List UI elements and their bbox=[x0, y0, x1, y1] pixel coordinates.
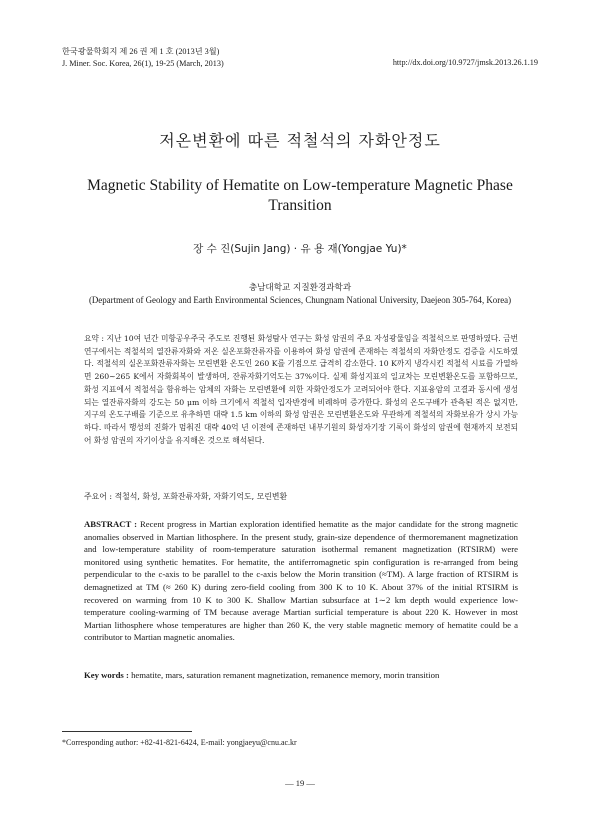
abstract-english-label: ABSTRACT : bbox=[84, 519, 138, 529]
doi-link[interactable]: http://dx.doi.org/10.9727/jmsk.2013.26.1.19 bbox=[392, 58, 538, 67]
abstract-korean bbox=[84, 333, 518, 447]
affiliation-korean: 충남대학교 지질환경과학과 bbox=[248, 283, 352, 293]
keywords-english-text: hematite, mars, saturation remanent magnetization, remanence memory, morin transition bbox=[131, 670, 440, 680]
author-list: 장 수 진(Sujin Jang) · 유 용 재(Yongjae Yu)* bbox=[193, 243, 407, 255]
corresponding-author-footnote: *Corresponding author: +82-41-821-6424, E-mail: yongjaeyu@cnu.ac.kr bbox=[62, 738, 297, 747]
paper-title-english: Magnetic Stability of Hematite on Low-temperature Magnetic Phase Transition bbox=[87, 177, 513, 214]
keywords-korean-label: 주요어 : bbox=[84, 492, 113, 501]
affiliation-english: (Department of Geology and Earth Environmental Sciences, Chungnam National University, Daejeon 305-764, Korea) bbox=[88, 295, 512, 305]
keywords-korean bbox=[84, 491, 518, 502]
keywords-english-label: Key words : bbox=[84, 670, 129, 680]
journal-citation: J. Miner. Soc. Korea, 26(1), 19-25 (March, 2013) bbox=[62, 59, 224, 68]
keywords-korean-text: 적철석, 화성, 포화잔류자화, 자화기억도, 모린변환 bbox=[114, 492, 288, 501]
abstract-korean-label: 요약 : bbox=[84, 334, 104, 343]
journal-title-korean: 한국광물학회지 제 26 권 제 1 호 (2013년 3월) bbox=[62, 47, 220, 56]
abstract-korean-text: 지난 10여 년간 미항공우주국 주도로 진행된 화성탐사 연구는 화성 암권의 주요 자성광물임을 적철석으로 판명하였다. 금번 연구에서는 적철석의 열잔류자화와 저온 실온포화잔류자를 이용하여 화성 암권에 존재하는 적철석의 자화안정도 검증을 시도하였다. 적철석의 실온포화잔류자화는 모린변환 온도인 260 K를 기점으로 급격히 감소한다. 10 K까지 냉각시킨 적철석 시료를 가열하면 260∼265 K에서 자화회복이 발생하며, 잔류자화기억도는 37%이다. 실제 화성지표의 일교차는 모린변환온도를 포함하므로, 화성 지표에서 적철석을 함유하는 암체의 자화는 모린변환에 의한 자화안정도가 고려되어야 한다. 지표융암의 고결과 동시에 생성되는 열잔류자화의 강도는 50 μm 이하 크기에서 적철석 입자반경에 비례하며 증가한다. 화성의 온도구배가 관측된 적은 없지만, 지구의 온도구배를 기준으로 유추하면 대략 1.5 km 이하의 화성 암권은 모린변환온도와 무관하게 적철석의 자화보유가 상시 가능하다. 따라서 행성의 진화가 멈춰진 대략 40억 년 이전에 존재하던 내부기원의 화성자기장 기록이 화성의 암권에 현재까지 보전되어 화성 암권의 자기이상을 유지해온 것으로 해석된다. bbox=[84, 334, 518, 445]
keywords-english bbox=[84, 670, 518, 680]
abstract-english-text: Recent progress in Martian exploration identified hematite as the major candidate for the strong magnetic anomalies observed in Martian lithosphere. In the present study, grain-size dependence of thermoremanent magnetization and low-temperature stability of room-temperature saturation isothermal remanent magnetization (RTSIRM) were monitored using synthetic hematites. For hematite, the antiferromagnetic spin configuration is re-arranged from being perpendicular to the c-axis to be parallel to the c-axis below the Morin transition (≈TM). A large fraction of RTSIRM is demagnetized at TM (≈ 260 K) during zero-field cooling from 300 K to 10 K. About 37% of the initial RTSIRM is recovered on warming from 10 K to 300 K. Shallow Martian subsurface at 1∼2 km depth would experience low-temperature cooling-warming of TM because average Martian surficial temperature is about 220 K. However in most Martian lithosphere whose temperatures are higher than 260 K, the very stable magnetic memory of hematite could be a contributor to Martian magnetic anomalies. bbox=[84, 519, 519, 643]
footnote-divider bbox=[62, 731, 192, 732]
paper-title-korean: 저온변환에 따른 적철석의 자화안정도 bbox=[159, 131, 441, 150]
page-number: — 19 — bbox=[285, 778, 315, 788]
abstract-english bbox=[84, 518, 518, 644]
running-header bbox=[62, 46, 224, 70]
